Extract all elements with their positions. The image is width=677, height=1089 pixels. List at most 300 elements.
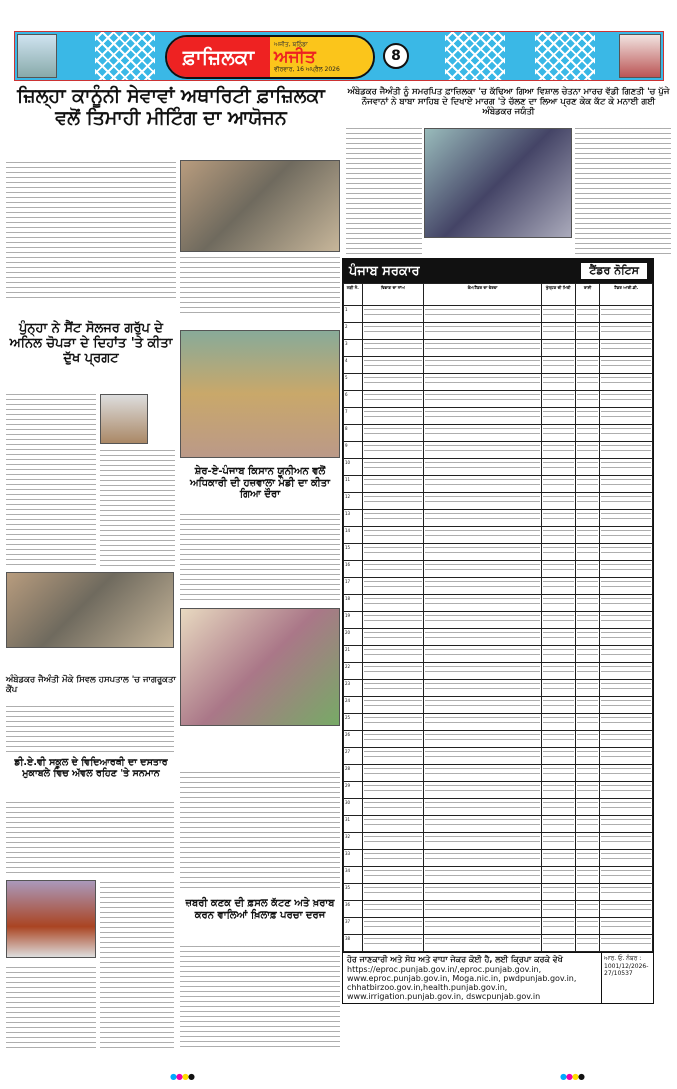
table-cell: [575, 629, 600, 646]
article-body: [180, 770, 340, 890]
table-cell: [575, 799, 600, 816]
serial-number: 8: [344, 425, 363, 442]
table-row: [344, 867, 653, 884]
paper-name: ਅਜੀਤ: [274, 46, 316, 67]
table-row: [344, 578, 653, 595]
serial-number: 38: [344, 935, 363, 952]
table-cell: [424, 799, 541, 816]
col-header: ਲੜੀ ਨੰ.: [344, 284, 363, 306]
table-cell: [541, 629, 575, 646]
table-row: [344, 340, 653, 357]
table-cell: [600, 935, 653, 952]
table-cell: [362, 374, 424, 391]
issue-date: ਵੀਰਵਾਰ, 16 ਅਪ੍ਰੈਲ 2026: [274, 65, 340, 73]
camp-headline: ਅੰਬੇਡਕਰ ਜੈਅੰਤੀ ਮੌਕੇ ਸਿਵਲ ਹਸਪਤਾਲ 'ਚ ਜਾਗਰੂਕਤਾ ਕੈਂਪ: [6, 675, 176, 695]
table-cell: [600, 833, 653, 850]
table-cell: [541, 714, 575, 731]
table-cell: [575, 748, 600, 765]
tender-notice: [342, 258, 654, 1004]
lead-headline: ਜ਼ਿਲ੍ਹਾ ਕਾਨੂੰਨੀ ਸੇਵਾਵਾਂ ਅਥਾਰਿਟੀ ਫ਼ਾਜ਼ਿਲਕਾ ਵਲੋਂ ਤਿਮਾਹੀ ਮੀਟਿੰਗ ਦਾ ਆਯੋਜਨ: [17, 85, 325, 129]
table-row: [344, 357, 653, 374]
table-row: [344, 595, 653, 612]
table-cell: [575, 476, 600, 493]
table-cell: [600, 731, 653, 748]
serial-number: 30: [344, 799, 363, 816]
union-headline: ਸ਼ੇਰ-ਏ-ਪੰਜਾਬ ਕਿਸਾਨ ਯੂਨੀਅਨ ਵਲੋਂ ਅਧਿਕਾਰੀ ਦੀ ਹਜ਼ਵਾਲਾ ਮੰਡੀ ਦਾ ਕੀਤਾ ਗਿਆ ਦੌਰਾ: [189, 466, 331, 500]
table-row: [344, 408, 653, 425]
table-cell: [541, 493, 575, 510]
serial-number: 27: [344, 748, 363, 765]
table-cell: [575, 578, 600, 595]
table-cell: [541, 340, 575, 357]
table-row: [344, 612, 653, 629]
dav-headline: ਡੀ.ਏ.ਵੀ ਸਕੂਲ ਦੇ ਵਿਦਿਆਰਥੀ ਦਾ ਦਸਤਾਰ ਮੁਕਾਬਲੇ ਵਿਚ ਅੱਵਲ ਰਹਿਣ 'ਤੇ ਸਨਮਾਨ: [14, 757, 168, 779]
table-cell: [575, 425, 600, 442]
table-cell: [424, 646, 541, 663]
table-cell: [541, 323, 575, 340]
table-cell: [424, 425, 541, 442]
serial-number: 4: [344, 357, 363, 374]
table-cell: [424, 595, 541, 612]
table-cell: [575, 323, 600, 340]
serial-number: 22: [344, 663, 363, 680]
table-row: [344, 850, 653, 867]
table-row: [344, 731, 653, 748]
table-cell: [575, 544, 600, 561]
table-cell: [600, 697, 653, 714]
serial-number: 17: [344, 578, 363, 595]
table-cell: [541, 510, 575, 527]
article-body: [346, 126, 422, 254]
table-row: [344, 816, 653, 833]
table-row: [344, 425, 653, 442]
serial-number: 33: [344, 850, 363, 867]
table-cell: [424, 323, 541, 340]
table-cell: [600, 561, 653, 578]
table-cell: [541, 425, 575, 442]
registration-marks: ●●●●: [170, 1072, 194, 1081]
col-header: ਰਾਸ਼ੀ: [575, 284, 600, 306]
table-cell: [424, 629, 541, 646]
table-cell: [362, 595, 424, 612]
table-cell: [362, 697, 424, 714]
table-cell: [362, 578, 424, 595]
table-cell: [424, 374, 541, 391]
table-cell: [424, 748, 541, 765]
table-cell: [600, 408, 653, 425]
table-cell: [362, 510, 424, 527]
table-row: [344, 680, 653, 697]
footer-links: https://eproc.punjab.gov.in/,eproc.punjab.gov.in, www.eproc.punjab.gov.in, Moga.nic.in, pwdpunjab.gov.in, chhatbirzoo.gov.in,health.punjab.gov.in, www.irrigation.punjab.gov.in, dswcpunjab.gov.in: [347, 965, 577, 1001]
table-cell: [541, 918, 575, 935]
table-cell: [600, 306, 653, 323]
serial-number: 31: [344, 816, 363, 833]
condolence-headline: ਪੁੰਨ੍ਹਾ ਨੇ ਸੈਂਟ ਸੋਲਜਰ ਗਰੁੱਪ ਦੇ ਅਨਿਲ ਚੋਪੜਾ ਦੇ ਦਿਹਾਂਤ 'ਤੇ ਕੀਤਾ ਦੁੱਖ ਪ੍ਰਗਟ: [9, 321, 173, 366]
serial-number: 29: [344, 782, 363, 799]
table-cell: [541, 544, 575, 561]
serial-number: 20: [344, 629, 363, 646]
table-cell: [575, 357, 600, 374]
table-cell: [541, 748, 575, 765]
serial-number: 26: [344, 731, 363, 748]
table-cell: [541, 442, 575, 459]
table-row: [344, 527, 653, 544]
table-cell: [362, 884, 424, 901]
serial-number: 21: [344, 646, 363, 663]
table-cell: [575, 612, 600, 629]
table-cell: [600, 867, 653, 884]
table-cell: [362, 918, 424, 935]
section-name: ਫ਼ਾਜ਼ਿਲਕਾ: [167, 37, 270, 77]
table-cell: [575, 561, 600, 578]
article-body: [6, 704, 174, 752]
table-cell: [575, 782, 600, 799]
table-cell: [575, 595, 600, 612]
edition: ਅਜੀਤ, ਬਠਿੰਡਾ: [274, 40, 308, 48]
table-cell: [424, 527, 541, 544]
table-row: [344, 391, 653, 408]
page-number: 8: [383, 43, 409, 69]
table-cell: [541, 391, 575, 408]
table-cell: [424, 884, 541, 901]
article-body: [180, 512, 340, 602]
table-cell: [541, 731, 575, 748]
table-cell: [575, 884, 600, 901]
table-cell: [362, 544, 424, 561]
table-cell: [541, 765, 575, 782]
decorative-pattern: [95, 32, 155, 80]
table-cell: [424, 697, 541, 714]
article-body: [6, 965, 96, 1050]
table-row: [344, 629, 653, 646]
article-body: [100, 880, 174, 1050]
table-cell: [600, 442, 653, 459]
table-cell: [600, 765, 653, 782]
table-cell: [575, 935, 600, 952]
table-cell: [424, 680, 541, 697]
table-row: [344, 459, 653, 476]
table-row: [344, 697, 653, 714]
table-cell: [600, 646, 653, 663]
serial-number: 9: [344, 442, 363, 459]
table-cell: [424, 782, 541, 799]
table-cell: [541, 459, 575, 476]
table-cell: [575, 731, 600, 748]
table-cell: [424, 561, 541, 578]
table-cell: [362, 731, 424, 748]
table-row: [344, 765, 653, 782]
table-cell: [600, 459, 653, 476]
decorative-pattern: [445, 32, 505, 80]
table-row: [344, 833, 653, 850]
table-cell: [362, 646, 424, 663]
table-cell: [424, 833, 541, 850]
table-cell: [600, 918, 653, 935]
table-cell: [575, 816, 600, 833]
table-cell: [362, 459, 424, 476]
table-cell: [600, 527, 653, 544]
table-cell: [541, 663, 575, 680]
table-cell: [600, 391, 653, 408]
table-cell: [424, 816, 541, 833]
table-cell: [424, 544, 541, 561]
tender-govt: ਪੰਜਾਬ ਸਰਕਾਰ: [349, 263, 420, 279]
ro-number: 1001/12/2026-27/10537: [604, 963, 649, 977]
serial-number: 19: [344, 612, 363, 629]
article-body: [6, 800, 174, 876]
col-header: ਵਿਭਾਗ ਦਾ ਨਾਂਅ: [362, 284, 424, 306]
table-cell: [362, 357, 424, 374]
serial-number: 12: [344, 493, 363, 510]
table-row: [344, 935, 653, 952]
table-cell: [541, 799, 575, 816]
table-cell: [575, 680, 600, 697]
table-cell: [600, 476, 653, 493]
table-cell: [600, 850, 653, 867]
serial-number: 25: [344, 714, 363, 731]
table-cell: [575, 714, 600, 731]
table-cell: [424, 714, 541, 731]
table-cell: [541, 782, 575, 799]
table-cell: [362, 850, 424, 867]
table-cell: [575, 867, 600, 884]
table-cell: [424, 493, 541, 510]
table-cell: [362, 561, 424, 578]
table-cell: [600, 748, 653, 765]
serial-number: 28: [344, 765, 363, 782]
table-cell: [575, 646, 600, 663]
table-cell: [362, 629, 424, 646]
table-cell: [362, 306, 424, 323]
table-cell: [424, 867, 541, 884]
table-cell: [362, 867, 424, 884]
table-row: [344, 510, 653, 527]
serial-number: 14: [344, 527, 363, 544]
serial-number: 36: [344, 901, 363, 918]
decorative-pattern: [535, 32, 595, 80]
table-cell: [575, 408, 600, 425]
award-photo: [6, 880, 96, 958]
table-cell: [362, 816, 424, 833]
table-cell: [424, 612, 541, 629]
serial-number: 2: [344, 323, 363, 340]
table-cell: [362, 493, 424, 510]
table-cell: [600, 663, 653, 680]
tender-footer: [343, 952, 653, 1003]
table-row: [344, 561, 653, 578]
table-cell: [575, 833, 600, 850]
article-body: [575, 126, 671, 254]
table-cell: [600, 425, 653, 442]
table-row: [344, 476, 653, 493]
table-cell: [575, 765, 600, 782]
table-cell: [600, 680, 653, 697]
table-row: [344, 663, 653, 680]
table-cell: [424, 663, 541, 680]
table-cell: [575, 442, 600, 459]
serial-number: 15: [344, 544, 363, 561]
march-photo: [424, 128, 572, 238]
table-row: [344, 323, 653, 340]
table-cell: [541, 646, 575, 663]
serial-number: 35: [344, 884, 363, 901]
table-cell: [541, 816, 575, 833]
table-cell: [600, 510, 653, 527]
serial-number: 23: [344, 680, 363, 697]
table-cell: [541, 408, 575, 425]
table-cell: [600, 714, 653, 731]
table-cell: [541, 833, 575, 850]
table-cell: [362, 680, 424, 697]
table-cell: [424, 850, 541, 867]
table-cell: [541, 612, 575, 629]
table-cell: [424, 918, 541, 935]
table-cell: [600, 884, 653, 901]
table-row: [344, 782, 653, 799]
table-cell: [600, 901, 653, 918]
table-cell: [575, 306, 600, 323]
table-cell: [362, 748, 424, 765]
table-cell: [362, 935, 424, 952]
col-header: ਟੈਂਡਰ ਆਈ.ਡੀ.: [600, 284, 653, 306]
table-cell: [575, 663, 600, 680]
table-cell: [600, 357, 653, 374]
march-headline: ਅੰਬੇਡਕਰ ਜੈਅੰਤੀ ਨੂੰ ਸਮਰਪਿਤ ਫ਼ਾਜ਼ਿਲਕਾ 'ਚ ਕੱਢਿਆ ਗਿਆ ਵਿਸ਼ਾਲ ਚੇਤਨਾ ਮਾਰਚ ਵੱਡੀ ਗਿਣਤੀ 'ਚ ਪੁੱਜੇ ਨੌਜਵਾਨਾਂ ਨੇ ਬਾਬਾ ਸਾਹਿਬ ਦੇ ਦਿਖਾਏ ਮਾਰਗ 'ਤੇ ਚੱਲਣ ਦਾ ਲਿਆ ਪ੍ਰਣ ਕੇਕ ਕੱਟ ਕੇ ਮਨਾਈ ਗਈ ਅੰਬੇਡਕਰ ਜਯੰਤੀ: [347, 87, 670, 117]
serial-number: 11: [344, 476, 363, 493]
fir-headline: ਜ਼ਬਰੀ ਕਣਕ ਦੀ ਫ਼ਸਲ ਕੱਟਣ ਅਤੇ ਖ਼ਰਾਬ ਕਰਨ ਵਾਲਿਆਂ ਖ਼ਿਲਾਫ਼ ਪਰਚਾ ਦਰਜ: [185, 898, 335, 921]
table-cell: [362, 782, 424, 799]
table-cell: [362, 442, 424, 459]
table-cell: [362, 323, 424, 340]
table-cell: [575, 510, 600, 527]
ro-label: ਆਰ. ਓ. ਨੰਬਰ :: [604, 955, 642, 962]
table-cell: [600, 323, 653, 340]
table-cell: [424, 935, 541, 952]
serial-number: 34: [344, 867, 363, 884]
serial-number: 18: [344, 595, 363, 612]
table-cell: [541, 527, 575, 544]
table-cell: [541, 374, 575, 391]
table-row: [344, 442, 653, 459]
table-cell: [362, 408, 424, 425]
table-cell: [541, 306, 575, 323]
table-cell: [600, 374, 653, 391]
col-header: ਖੁੱਲ੍ਹਣ ਦੀ ਮਿਤੀ: [541, 284, 575, 306]
table-cell: [424, 442, 541, 459]
serial-number: 16: [344, 561, 363, 578]
table-cell: [424, 459, 541, 476]
tender-table: [343, 283, 653, 952]
table-cell: [424, 357, 541, 374]
table-cell: [424, 340, 541, 357]
table-cell: [541, 850, 575, 867]
table-cell: [541, 561, 575, 578]
table-cell: [424, 476, 541, 493]
table-cell: [541, 476, 575, 493]
table-cell: [575, 493, 600, 510]
table-cell: [600, 799, 653, 816]
table-cell: [424, 408, 541, 425]
table-row: [344, 544, 653, 561]
table-cell: [362, 391, 424, 408]
serial-number: 24: [344, 697, 363, 714]
table-cell: [362, 425, 424, 442]
registration-marks: ●●●●: [560, 1072, 584, 1081]
table-row: [344, 374, 653, 391]
masthead: [14, 31, 664, 81]
table-cell: [600, 816, 653, 833]
table-cell: [541, 884, 575, 901]
serial-number: 13: [344, 510, 363, 527]
table-row: [344, 748, 653, 765]
table-row: [344, 901, 653, 918]
table-row: [344, 493, 653, 510]
footer-text: ਹੋਰ ਜਾਣਕਾਰੀ ਅਤੇ ਸੋਧ ਅਤੇ ਵਾਧਾ ਜੇਕਰ ਕੋਈ ਹੈ, ਲਈ ਕ੍ਰਿਪਾ ਕਰਕੇ ਵੇਖੋ: [347, 955, 563, 964]
table-cell: [424, 901, 541, 918]
table-cell: [424, 306, 541, 323]
camp-photo: [180, 608, 340, 726]
table-cell: [575, 374, 600, 391]
article-body: [180, 255, 340, 315]
table-cell: [362, 714, 424, 731]
table-cell: [424, 731, 541, 748]
table-cell: [575, 918, 600, 935]
table-cell: [600, 782, 653, 799]
table-cell: [424, 578, 541, 595]
table-cell: [600, 544, 653, 561]
table-cell: [541, 595, 575, 612]
article-body: [6, 392, 96, 568]
table-cell: [575, 459, 600, 476]
table-row: [344, 646, 653, 663]
table-cell: [362, 476, 424, 493]
col-header: ਕੰਮ/ਟੈਂਡਰ ਦਾ ਵੇਰਵਾ: [424, 284, 541, 306]
table-cell: [600, 578, 653, 595]
table-row: [344, 306, 653, 323]
serial-number: 5: [344, 374, 363, 391]
article-body: [180, 944, 340, 1050]
table-cell: [575, 697, 600, 714]
table-cell: [575, 901, 600, 918]
table-cell: [424, 765, 541, 782]
table-cell: [362, 799, 424, 816]
table-cell: [541, 697, 575, 714]
table-cell: [362, 901, 424, 918]
meeting-photo: [180, 160, 340, 252]
portrait-photo: [100, 394, 148, 444]
table-cell: [424, 391, 541, 408]
table-cell: [362, 527, 424, 544]
article-body: [6, 160, 176, 300]
clock-tower-image: [17, 34, 57, 78]
serial-number: 6: [344, 391, 363, 408]
table-cell: [600, 493, 653, 510]
table-cell: [541, 901, 575, 918]
table-cell: [600, 595, 653, 612]
serial-number: 1: [344, 306, 363, 323]
table-row: [344, 918, 653, 935]
table-row: [344, 799, 653, 816]
masthead-logo: [165, 35, 375, 79]
group-photo: [6, 572, 174, 648]
serial-number: 3: [344, 340, 363, 357]
table-cell: [424, 510, 541, 527]
table-cell: [541, 578, 575, 595]
heritage-building-image: [619, 34, 661, 78]
table-cell: [575, 340, 600, 357]
tender-title: ਟੈਂਡਰ ਨੋਟਿਸ: [581, 263, 647, 279]
table-cell: [575, 391, 600, 408]
